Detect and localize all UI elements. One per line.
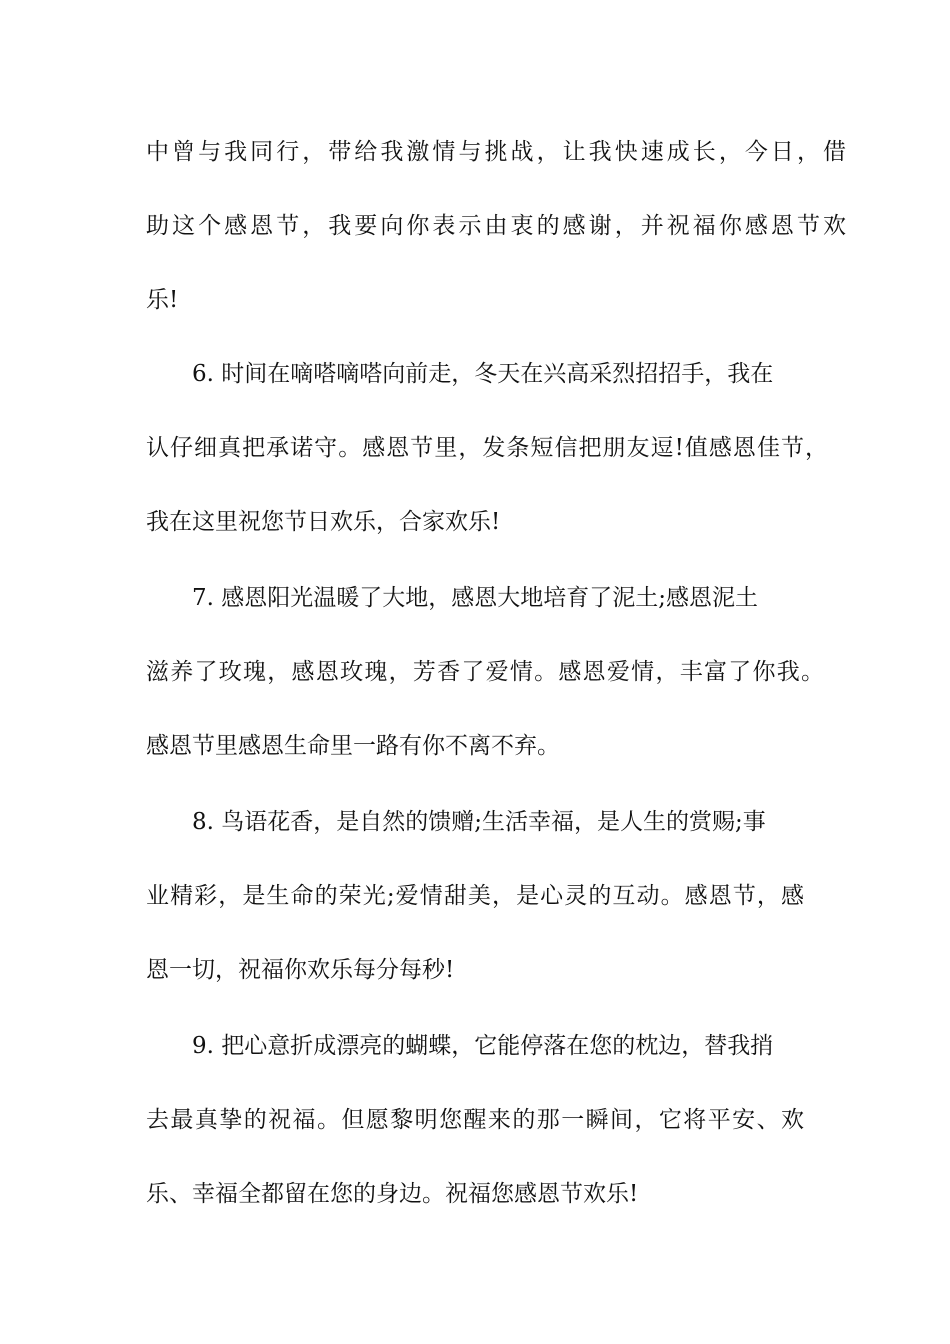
text-line: 滋养了玫瑰，感恩玫瑰，芳香了爱情。感恩爱情，丰富了你我。 bbox=[146, 659, 824, 685]
text-line: 7. 感恩阳光温暖了大地，感恩大地培育了泥土;感恩泥土 bbox=[192, 585, 759, 611]
text-line: 8. 鸟语花香，是自然的馈赠;生活幸福，是人生的赏赐;事 bbox=[192, 809, 766, 835]
text-line: 去最真挚的祝福。但愿黎明您醒来的那一瞬间，它将平安、欢 bbox=[146, 1107, 804, 1133]
text-line: 业精彩，是生命的荣光;爱情甜美，是心灵的互动。感恩节，感 bbox=[146, 883, 804, 909]
text-line: 乐! bbox=[146, 287, 179, 313]
text-line: 恩一切，祝福你欢乐每分每秒! bbox=[146, 957, 455, 983]
text-line: 我在这里祝您节日欢乐，合家欢乐! bbox=[146, 509, 501, 535]
text-line: 助这个感恩节，我要向你表示由衷的感谢，并祝福你感恩节欢 bbox=[146, 213, 846, 239]
text-line: 中曾与我同行，带给我激情与挑战，让我快速成长，今日，借 bbox=[146, 139, 846, 165]
text-line: 乐、幸福全都留在您的身边。祝福您感恩节欢乐! bbox=[146, 1181, 639, 1207]
text-line: 认仔细真把承诺守。感恩节里，发条短信把朋友逗!值感恩佳节， bbox=[146, 435, 828, 461]
text-line: 9. 把心意折成漂亮的蝴蝶，它能停落在您的枕边，替我捎 bbox=[192, 1033, 774, 1059]
text-line: 感恩节里感恩生命里一路有你不离不弃。 bbox=[146, 733, 560, 759]
text-line: 6. 时间在嘀嗒嘀嗒向前走，冬天在兴高采烈招招手，我在 bbox=[192, 361, 774, 387]
